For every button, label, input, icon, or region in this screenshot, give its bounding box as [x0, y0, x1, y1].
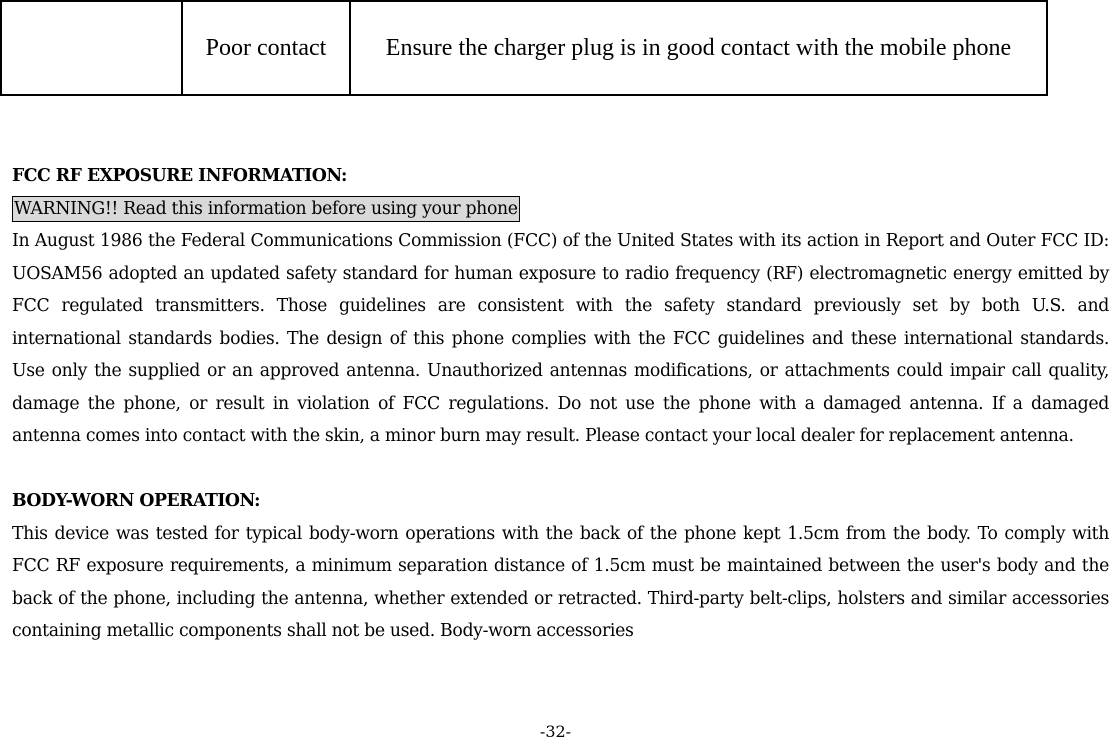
fcc-paragraph: In August 1986 the Federal Communications Commission (FCC) of the United States with its action in Report and Outer FCC ID: UOSAM56 adopted an updated safety standard for human exposure to radio frequency (RF) electromagnetic energy emitted by FCC regulated transmitters. Those guidelines are consistent with the safety standard previously set by both U.S. and international standards bodies. The design of this phone complies with the FCC guidelines and these international standards. Use only the supplied or an approved antenna. Unauthorized antennas modifications, or attachments could impair call quality, damage the phone, or result in violation of FCC regulations. Do not use the phone with a damaged antenna. If a damaged antenna comes into contact with the skin, a minor burn may result. Please contact your local dealer for replacement antenna.	[12, 231, 1109, 446]
fcc-heading: FCC RF EXPOSURE INFORMATION:	[12, 166, 347, 186]
table-row	[1, 1, 1047, 95]
table-cell-solution: Ensure the charger plug is in good contact with the mobile phone	[350, 1, 1047, 95]
table-cell-problem: Poor contact	[182, 1, 350, 95]
warning-line	[12, 193, 1109, 226]
warning-banner: WARNING!! Read this information before using your phone	[12, 196, 520, 222]
table-cell-empty	[1, 1, 182, 95]
section-spacer	[12, 453, 1109, 486]
body-worn-paragraph: This device was tested for typical body-worn operations with the back of the phone kept 1.5cm from the body. To comply with FCC RF exposure requirements, a minimum separation distance of 1.5cm must be maintained between the user's body and the back of the phone, including the antenna, whether extended or retracted. Third-party belt-clips, holsters and similar accessories containing metallic components shall not be used. Body-worn accessories	[12, 523, 1109, 641]
page-number: -32-	[539, 722, 572, 741]
troubleshooting-table	[0, 0, 1048, 96]
body-worn-heading: BODY-WORN OPERATION:	[12, 491, 261, 511]
document-body	[12, 160, 1109, 648]
